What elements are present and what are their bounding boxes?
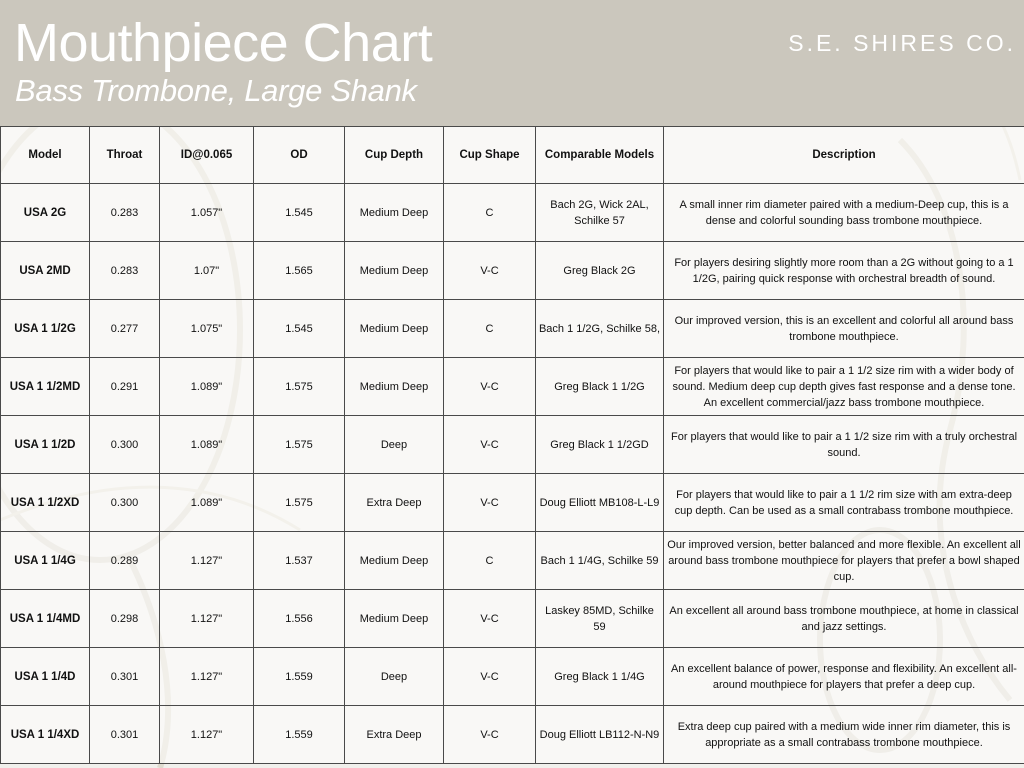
throat-cell: 0.283 — [90, 242, 160, 300]
table-row — [1, 648, 1024, 706]
model-cell: USA 2G — [1, 184, 90, 242]
cup-depth-cell: Medium Deep — [345, 532, 444, 590]
table-row — [1, 300, 1024, 358]
comparable-models-cell: Doug Elliott LB112-N-N9 — [536, 706, 664, 764]
inner-diameter-cell: 1.057" — [160, 184, 254, 242]
throat-cell: 0.289 — [90, 532, 160, 590]
inner-diameter-cell: 1.089" — [160, 416, 254, 474]
model-cell: USA 1 1/2MD — [1, 358, 90, 416]
throat-cell: 0.283 — [90, 184, 160, 242]
throat-cell: 0.301 — [90, 706, 160, 764]
cup-shape-cell: V-C — [444, 648, 536, 706]
table-row — [1, 532, 1024, 590]
outer-diameter-cell: 1.575 — [254, 358, 345, 416]
description-cell: A small inner rim diameter paired with a medium-Deep cup, this is a dense and colorful sounding bass trombone mouthpiece. — [664, 184, 1024, 242]
comparable-models-cell: Greg Black 1 1/2G — [536, 358, 664, 416]
cup-shape-cell: V-C — [444, 706, 536, 764]
outer-diameter-cell: 1.545 — [254, 300, 345, 358]
cup-shape-cell: V-C — [444, 590, 536, 648]
page-title: Mouthpiece Chart — [14, 13, 433, 73]
header-banner — [0, 0, 1024, 126]
throat-cell: 0.300 — [90, 474, 160, 532]
model-cell: USA 1 1/4D — [1, 648, 90, 706]
inner-diameter-cell: 1.127" — [160, 532, 254, 590]
comparable-models-cell: Doug Elliott MB108-L-L9 — [536, 474, 664, 532]
table-row — [1, 416, 1024, 474]
comparable-models-cell: Greg Black 1 1/4G — [536, 648, 664, 706]
description-cell: Our improved version, this is an excellent and colorful all around bass trombone mouthpiece. — [664, 300, 1024, 358]
column-header: Comparable Models — [536, 127, 664, 184]
outer-diameter-cell: 1.575 — [254, 416, 345, 474]
inner-diameter-cell: 1.07" — [160, 242, 254, 300]
page-subtitle: Bass Trombone, Large Shank — [15, 73, 417, 108]
cup-depth-cell: Medium Deep — [345, 242, 444, 300]
cup-shape-cell: C — [444, 300, 536, 358]
throat-cell: 0.300 — [90, 416, 160, 474]
cup-depth-cell: Medium Deep — [345, 590, 444, 648]
comparable-models-cell: Greg Black 2G — [536, 242, 664, 300]
model-cell: USA 1 1/4MD — [1, 590, 90, 648]
outer-diameter-cell: 1.556 — [254, 590, 345, 648]
column-header: ID@0.065 — [160, 127, 254, 184]
outer-diameter-cell: 1.559 — [254, 648, 345, 706]
table-row — [1, 590, 1024, 648]
inner-diameter-cell: 1.127" — [160, 648, 254, 706]
column-header: Cup Shape — [444, 127, 536, 184]
description-cell: For players desiring slightly more room than a 2G without going to a 1 1/2G, pairing quick response with orchestral breadth of sound. — [664, 242, 1024, 300]
column-header: OD — [254, 127, 345, 184]
table-row — [1, 706, 1024, 764]
throat-cell: 0.277 — [90, 300, 160, 358]
table-header-row — [1, 127, 1024, 184]
cup-shape-cell: V-C — [444, 474, 536, 532]
column-header: Description — [664, 127, 1024, 184]
outer-diameter-cell: 1.537 — [254, 532, 345, 590]
cup-depth-cell: Medium Deep — [345, 358, 444, 416]
outer-diameter-cell: 1.559 — [254, 706, 345, 764]
description-cell: For players that would like to pair a 1 1/2 size rim with a wider body of sound. Medium deep cup depth gives fast response and a dense tone. An excellent commercial/jazz bass trombone mouthpiece. — [664, 358, 1024, 416]
cup-shape-cell: V-C — [444, 358, 536, 416]
cup-shape-cell: V-C — [444, 242, 536, 300]
outer-diameter-cell: 1.545 — [254, 184, 345, 242]
model-cell: USA 2MD — [1, 242, 90, 300]
column-header: Model — [1, 127, 90, 184]
cup-depth-cell: Deep — [345, 648, 444, 706]
inner-diameter-cell: 1.075" — [160, 300, 254, 358]
model-cell: USA 1 1/2G — [1, 300, 90, 358]
cup-shape-cell: V-C — [444, 416, 536, 474]
description-cell: An excellent balance of power, response and flexibility. An excellent all-around mouthpiece for players that prefer a deep cup. — [664, 648, 1024, 706]
inner-diameter-cell: 1.127" — [160, 706, 254, 764]
cup-depth-cell: Medium Deep — [345, 184, 444, 242]
inner-diameter-cell: 1.127" — [160, 590, 254, 648]
outer-diameter-cell: 1.575 — [254, 474, 345, 532]
mouthpiece-table-container — [0, 126, 1024, 768]
comparable-models-cell: Bach 1 1/4G, Schilke 59 — [536, 532, 664, 590]
comparable-models-cell: Bach 2G, Wick 2AL, Schilke 57 — [536, 184, 664, 242]
throat-cell: 0.301 — [90, 648, 160, 706]
cup-depth-cell: Medium Deep — [345, 300, 444, 358]
throat-cell: 0.291 — [90, 358, 160, 416]
model-cell: USA 1 1/4G — [1, 532, 90, 590]
model-cell: USA 1 1/2XD — [1, 474, 90, 532]
model-cell: USA 1 1/4XD — [1, 706, 90, 764]
brand-name: S.E. SHIRES CO. — [788, 30, 1016, 56]
description-cell: An excellent all around bass trombone mouthpiece, at home in classical and jazz settings. — [664, 590, 1024, 648]
cup-depth-cell: Deep — [345, 416, 444, 474]
model-cell: USA 1 1/2D — [1, 416, 90, 474]
description-cell: Extra deep cup paired with a medium wide inner rim diameter, this is appropriate as a small contrabass trombone mouthpiece. — [664, 706, 1024, 764]
cup-depth-cell: Extra Deep — [345, 706, 444, 764]
cup-depth-cell: Extra Deep — [345, 474, 444, 532]
mouthpiece-table — [0, 126, 1024, 764]
table-row — [1, 242, 1024, 300]
description-cell: For players that would like to pair a 1 1/2 rim size with am extra-deep cup depth. Can be used as a small contrabass trombone mouthpiece. — [664, 474, 1024, 532]
outer-diameter-cell: 1.565 — [254, 242, 345, 300]
column-header: Cup Depth — [345, 127, 444, 184]
description-cell: For players that would like to pair a 1 1/2 size rim with a truly orchestral sound. — [664, 416, 1024, 474]
throat-cell: 0.298 — [90, 590, 160, 648]
table-row — [1, 358, 1024, 416]
table-row — [1, 474, 1024, 532]
inner-diameter-cell: 1.089" — [160, 474, 254, 532]
table-row — [1, 184, 1024, 242]
column-header: Throat — [90, 127, 160, 184]
cup-shape-cell: C — [444, 532, 536, 590]
comparable-models-cell: Greg Black 1 1/2GD — [536, 416, 664, 474]
description-cell: Our improved version, better balanced and more flexible. An excellent all around bass trombone mouthpiece for players that prefer a bowl shaped cup. — [664, 532, 1024, 590]
cup-shape-cell: C — [444, 184, 536, 242]
comparable-models-cell: Bach 1 1/2G, Schilke 58, — [536, 300, 664, 358]
comparable-models-cell: Laskey 85MD, Schilke 59 — [536, 590, 664, 648]
inner-diameter-cell: 1.089" — [160, 358, 254, 416]
